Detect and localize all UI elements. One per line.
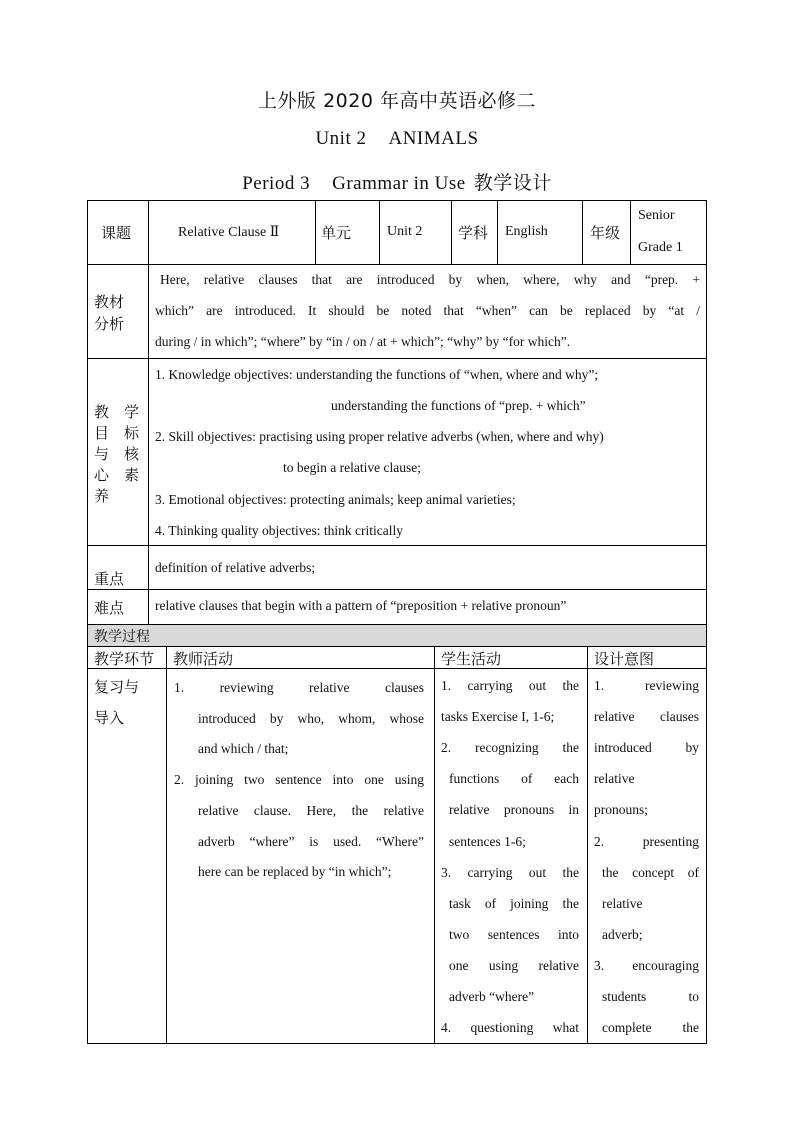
student-activity-line: sentences 1-6; [449, 833, 526, 849]
student-activity-line: two sentences into [449, 926, 579, 942]
row-divider [87, 589, 707, 590]
unit-value: Unit 2 [387, 224, 423, 239]
grade-value-line2: Grade 1 [638, 240, 683, 255]
subject-value: English [505, 224, 548, 239]
design-purpose-line: pronouns; [594, 802, 648, 818]
design-purpose-line: complete the [602, 1020, 699, 1036]
objectives-label-char: 核 [124, 445, 140, 463]
document-title: 上外版 2020 年高中英语必修二 [258, 90, 536, 112]
key-point-text: definition of relative adverbs; [155, 560, 316, 575]
objective-line: 2. Skill objectives: practising using proper relative adverbs (when, where and why) [155, 429, 604, 444]
column-header-stage: 教学环节 [94, 650, 155, 668]
student-activity-line: 2. recognizing the [441, 740, 579, 756]
objective-line: 1. Knowledge objectives: understanding the functions of “when, where and why”; [155, 367, 599, 382]
column-divider [166, 646, 167, 1044]
objective-line: to begin a relative clause; [283, 460, 421, 475]
student-activity-line: 1. carrying out the [441, 678, 579, 693]
objectives-label-char: 素 [124, 466, 140, 484]
design-purpose-line: 1. reviewing [594, 678, 699, 693]
analysis-label-2: 分析 [94, 315, 125, 333]
row-divider [87, 646, 707, 647]
column-divider [451, 200, 452, 264]
objectives-label-char: 养 [94, 487, 110, 505]
stage-name-line1: 复习与 [94, 678, 140, 696]
difficult-point-text: relative clauses that begin with a pattern of “preposition + relative pronoun” [155, 598, 567, 613]
objectives-label-char: 标 [124, 424, 140, 442]
column-header-purpose: 设计意图 [594, 650, 655, 668]
design-purpose-line: introduced by [594, 740, 699, 756]
objective-line: 3. Emotional objectives: protecting animals; keep animal varieties; [155, 492, 516, 507]
objectives-label-char: 教 [94, 403, 110, 421]
teacher-activity-line: relative clause. Here, the relative [198, 803, 424, 818]
unit-label: 单元 [321, 224, 352, 242]
unit-title: Unit 2 ANIMALS [315, 128, 479, 149]
teacher-activity-line: here can be replaced by “in which”; [198, 864, 392, 879]
row-divider [87, 545, 707, 546]
subject-label: 学科 [458, 224, 489, 242]
objectives-label-char: 与 [94, 445, 110, 463]
analysis-line: which” are introduced. It should be noted that “when” can be replaced by “at / [155, 303, 700, 318]
topic-label: 课题 [101, 224, 132, 242]
student-activity-line: one using relative [449, 957, 579, 973]
student-activity-line: adverb “where” [449, 989, 535, 1004]
objectives-label-char: 目 [94, 424, 110, 442]
design-purpose-line: adverb; [602, 926, 643, 942]
key-point-label: 重点 [94, 570, 125, 588]
grade-value-line1: Senior [638, 208, 675, 223]
design-purpose-line: 3. encouraging [594, 957, 699, 973]
difficult-point-label: 难点 [94, 599, 125, 617]
column-divider [379, 200, 380, 264]
objective-line: 4. Thinking quality objectives: think critically [155, 523, 403, 538]
student-activity-line: tasks Exercise I, 1-6; [441, 709, 555, 725]
student-activity-line: relative pronouns in [449, 802, 579, 818]
analysis-label-1: 教材 [94, 293, 125, 311]
student-activity-line: 3. carrying out the [441, 864, 579, 880]
objective-line: understanding the functions of “prep. + which” [331, 398, 586, 413]
row-divider [87, 264, 707, 265]
column-divider [587, 646, 588, 1044]
student-activity-line: task of joining the [449, 895, 579, 911]
column-divider [434, 646, 435, 1044]
objectives-label-char: 心 [94, 466, 110, 484]
topic-value: Relative Clause Ⅱ [178, 225, 280, 240]
analysis-line: Here, relative clauses that are introduced by when, where, why and “prep. + [160, 272, 700, 287]
objectives-label-char: 学 [124, 403, 140, 421]
grade-label: 年级 [590, 224, 621, 242]
student-activity-line: functions of each [449, 771, 579, 787]
column-divider [582, 200, 583, 264]
design-purpose-line: relative clauses [594, 709, 699, 725]
teacher-activity-line: 1. reviewing relative clauses [174, 680, 424, 695]
design-purpose-line: relative [602, 895, 643, 911]
design-purpose-line: the concept of [602, 864, 699, 880]
column-header-student: 学生活动 [441, 650, 502, 668]
stage-name-line2: 导入 [94, 709, 125, 727]
student-activity-line: 4. questioning what [441, 1020, 579, 1036]
column-divider [315, 200, 316, 264]
column-divider [630, 200, 631, 264]
lesson-info-table [87, 200, 707, 643]
column-header-teacher: 教师活动 [173, 650, 234, 668]
design-purpose-line: relative [594, 771, 635, 787]
teacher-activity-line: 2. joining two sentence into one using [174, 772, 424, 787]
teacher-activity-line: adverb “where” is used. “Where” [198, 834, 424, 849]
column-divider [148, 200, 149, 643]
design-purpose-line: students to [602, 989, 699, 1004]
design-purpose-line: 2. presenting [594, 833, 699, 849]
analysis-line: during / in which”; “where” by “in / on / at + which”; “why” by “for which”. [155, 334, 571, 349]
teacher-activity-line: introduced by who, whom, whose [198, 711, 424, 726]
row-divider [87, 358, 707, 359]
column-divider [497, 200, 498, 264]
process-header: 教学过程 [94, 629, 150, 645]
period-title: Period 3 Grammar in Use 教学设计 [242, 172, 552, 194]
teacher-activity-line: and which / that; [198, 741, 289, 756]
